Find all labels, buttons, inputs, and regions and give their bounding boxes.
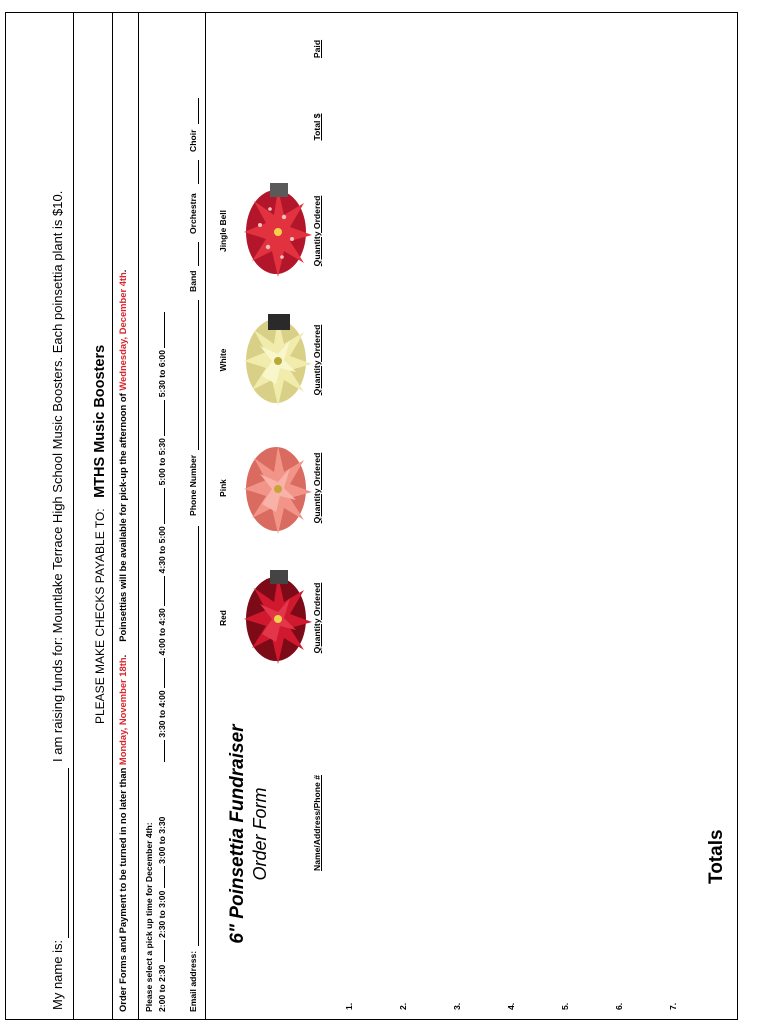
white-poinsettia-image [232,306,314,416]
col-qty-pink: Quantity Ordered [312,452,322,524]
col-qty-jingle: Quantity Ordered [312,195,322,267]
row-label: 3. [452,1002,462,1010]
orchestra-check[interactable] [189,160,199,184]
row-label: 4. [506,1002,516,1010]
time-option: 3:00 to 3:30 [157,816,167,864]
checks-payee: MTHS Music Boosters [92,344,108,498]
col-total: Total $ [312,113,322,141]
time-option: 2:30 to 3:00 [157,890,167,938]
plant-label-red: Red [218,610,228,626]
row-label: 5. [560,1002,570,1010]
time-check[interactable] [155,740,165,762]
pickup-prefix: Poinsettias will be available for pick-up the afternoon of [117,393,128,642]
checks-line [91,345,109,724]
time-check[interactable] [155,312,165,348]
row-label: 7. [668,1002,678,1010]
deadline-line: Order Forms and Payment to be turned in no later than Monday, November 18th. Poinsettias will be available for pick-up the afternoon of Wednesday, December 4th. [117,269,128,1012]
pickup-prompt: Please select a pick up time for December 4th: [144,822,154,1012]
band-check[interactable] [189,242,199,266]
plant-label-jingle-bell: Jingle Bell [218,210,228,252]
form-title [226,684,272,984]
jingle-bell-poinsettia-image [232,177,314,287]
time-check[interactable] [155,658,165,688]
group-band: Band [188,270,198,292]
raising-text: I am raising funds for: Mountlake Terrace High School Music Boosters. Each poinsettia plant is $10. [50,190,65,762]
col-name: Name/Address/Phone # [312,775,322,871]
group-choir: Choir [188,129,198,152]
time-option: 4:30 to 5:00 [157,526,167,574]
time-check[interactable] [155,400,165,436]
phone-label: Phone Number [188,454,198,516]
time-option: 2:00 to 2:30 [157,964,167,1012]
pickup-times [155,817,167,1012]
totals-label: Totals [706,829,727,884]
pickup-times-2 [155,312,167,762]
time-option: 5:30 to 6:00 [157,350,167,398]
email-field[interactable] [189,526,199,946]
time-check[interactable] [155,576,165,606]
form-title-line2: Order Form [250,787,270,881]
deadline-prefix: Order Forms and Payment to be turned in no later than [117,767,128,1012]
form-title-line1: 6" Poinsettia Fundraiser [227,724,248,944]
name-field[interactable] [59,768,69,938]
time-check[interactable] [155,940,165,962]
form-frame [5,12,738,1020]
time-option: 4:00 to 4:30 [157,608,167,656]
checks-prefix: PLEASE MAKE CHECKS PAYABLE TO: [93,508,107,724]
time-check[interactable] [155,488,165,524]
time-option: 3:30 to 4:00 [157,690,167,738]
phone-field[interactable] [189,300,199,450]
row-label: 1. [344,1002,354,1010]
deadline-date: Monday, November 18th [117,657,128,766]
red-poinsettia-image [232,564,314,674]
plant-label-white: White [218,348,228,372]
plant-label-pink: Pink [218,479,228,497]
pickup-date: Wednesday, December 4th [117,272,128,391]
col-qty-white: Quantity Ordered [312,324,322,396]
col-paid: Paid [312,39,322,59]
pink-poinsettia-image [232,434,314,544]
choir-check[interactable] [189,98,199,124]
col-qty-red: Quantity Ordered [312,582,322,654]
name-label: My name is: [50,939,65,1010]
email-label: Email address: [188,950,198,1012]
time-option: 5:00 to 5:30 [157,438,167,486]
group-orchestra: Orchestra [188,193,198,234]
time-check[interactable] [155,866,165,888]
row-label: 6. [614,1002,624,1010]
row-label: 2. [398,1002,408,1010]
